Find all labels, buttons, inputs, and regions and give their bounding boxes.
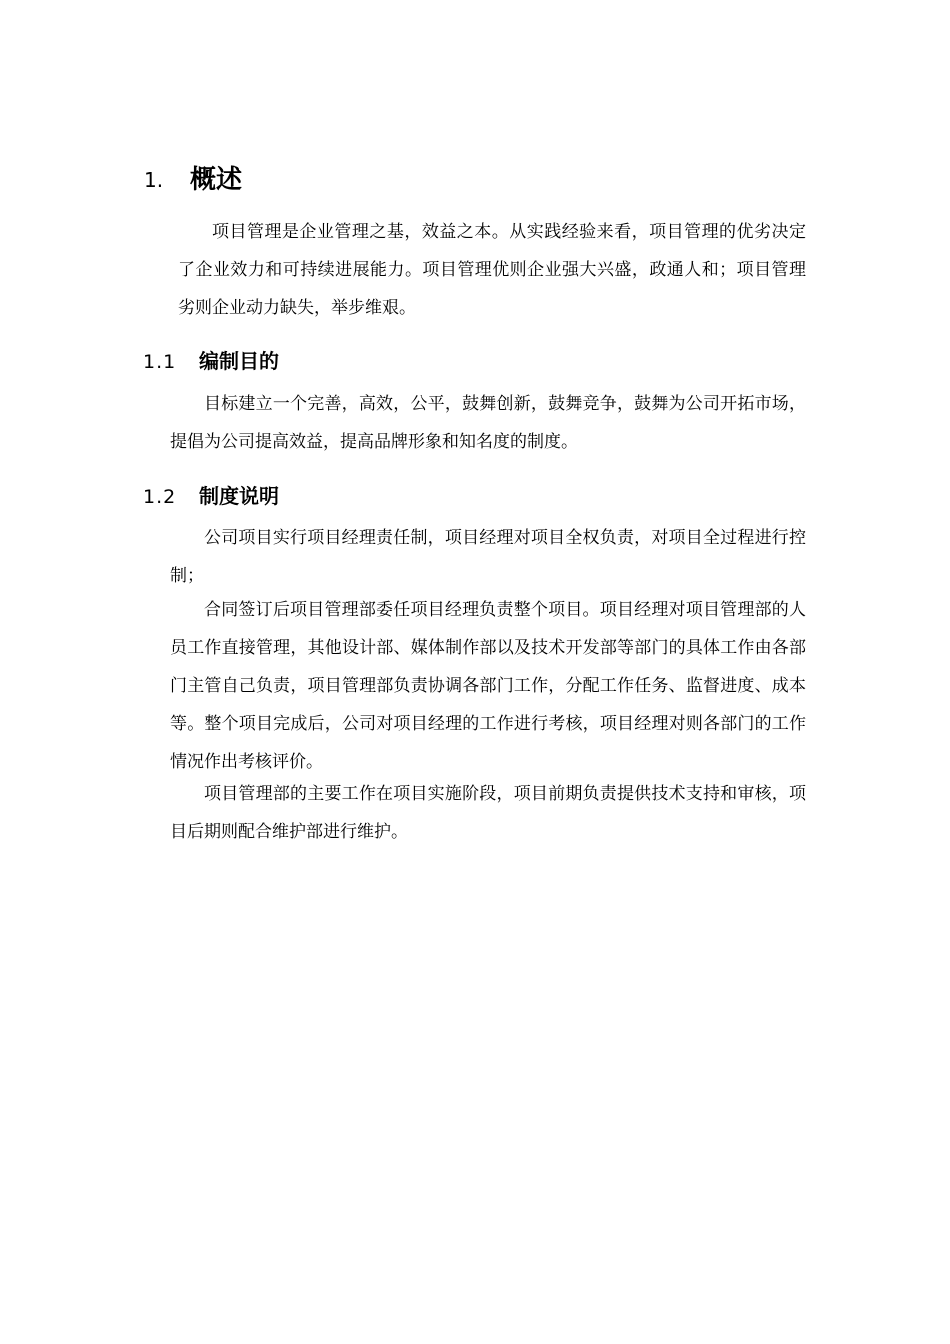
subsection-title: 编制目的 (199, 349, 279, 373)
description-paragraph-3: 项目管理部的主要工作在项目实施阶段，项目前期负责提供技术支持和审核，项目后期则配合维护部进行维护。 (170, 784, 806, 842)
section-number: 1. (144, 168, 164, 192)
subsection-number: 1.2 (143, 486, 177, 508)
subsection-title: 制度说明 (199, 484, 279, 508)
description-paragraph-1: 公司项目实行项目经理责任制，项目经理对项目全权负责，对项目全过程进行控制； (170, 528, 806, 586)
subsection-number: 1.1 (143, 351, 177, 373)
section-title: 概述 (190, 165, 243, 195)
overview-paragraph: 项目管理是企业管理之基，效益之本。从实践经验来看，项目管理的优劣决定了企业效力和可持续进展能力。项目管理优则企业强大兴盛，政通人和；项目管理劣则企业动力缺失，举步维艰。 (178, 222, 806, 318)
subsection-heading-description (143, 480, 279, 512)
subsection-heading-purpose (143, 345, 279, 377)
section-heading-overview (144, 160, 242, 200)
purpose-paragraph: 目标建立一个完善，高效，公平，鼓舞创新，鼓舞竞争，鼓舞为公司开拓市场，提倡为公司提高效益，提高品牌形象和知名度的制度。 (170, 394, 806, 452)
description-paragraph-2: 合同签订后项目管理部委任项目经理负责整个项目。项目经理对项目管理部的人员工作直接管理，其他设计部、媒体制作部以及技术开发部等部门的具体工作由各部门主管自己负责，项目管理部负责协调各部门工作，分配工作任务、监督进度、成本等。整个项目完成后，公司对项目经理的工作进行考核，项目经理对则各部门的工作情况作出考核评价。 (170, 600, 806, 772)
